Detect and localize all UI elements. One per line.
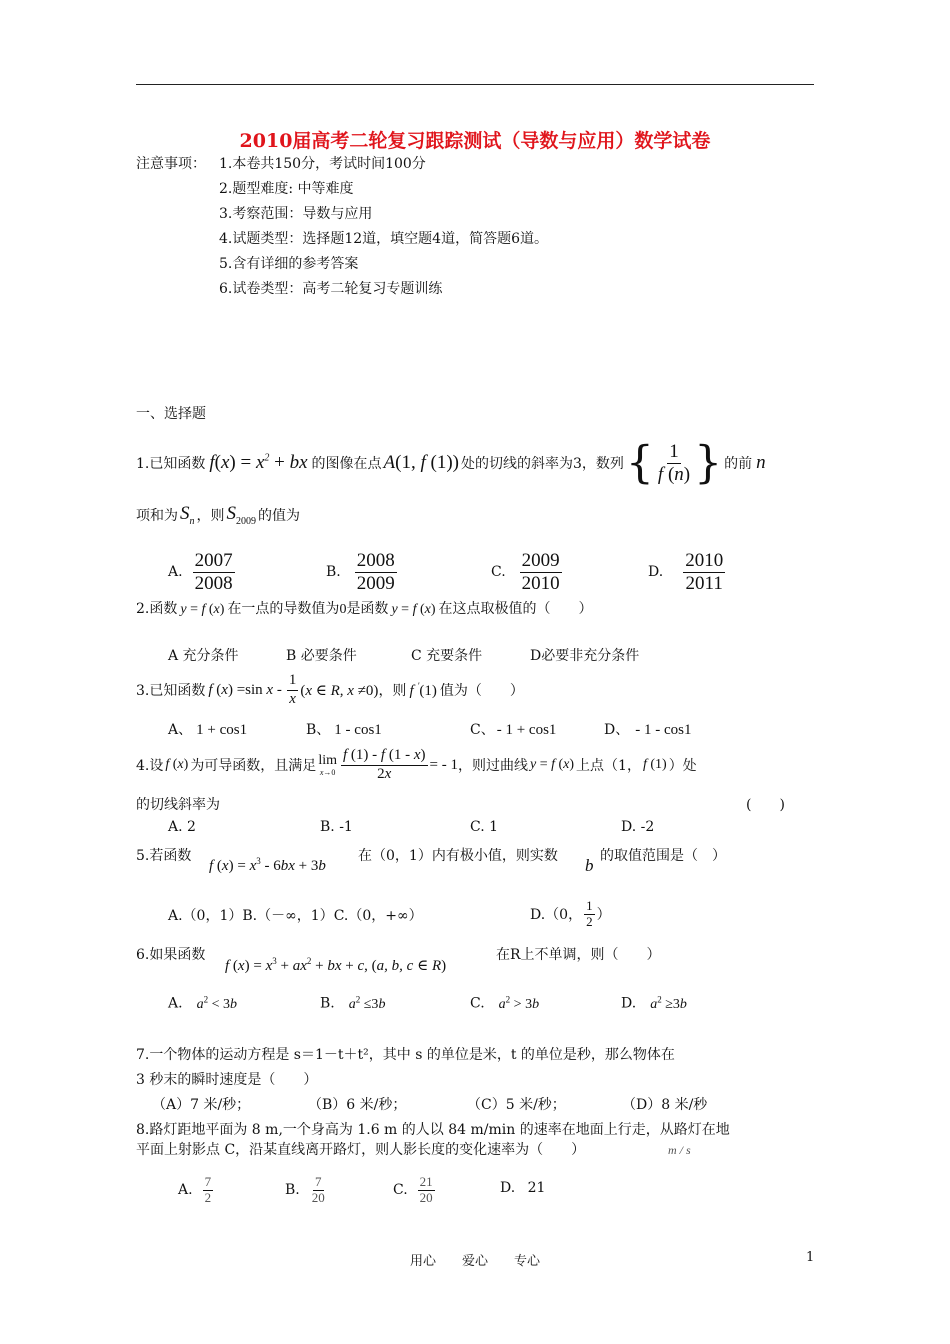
- q1-text: 的图像在点: [311, 456, 382, 472]
- option-text: 21: [527, 1180, 546, 1196]
- q1-text: 的值为: [258, 508, 300, 524]
- q8-line1: 8.路灯距地平面为 8 m,一个身高为 1.6 m 的人以 84 m/min 的速率在地面上行走，从路灯在地: [136, 1122, 730, 1138]
- option-label: B.: [285, 1182, 300, 1198]
- question-4: 4.设 f (x) 为可导函数，且满足 lim x→0 $\frac{f (1) - f (1 - x)}{2x}$ = - 1 ，则过曲线 y = f (x) 上点（1， f (1) ）处: [136, 747, 697, 782]
- option-label: B.: [320, 995, 335, 1012]
- q1-sequence: { $\frac{1}{f (n)}$ }: [625, 437, 723, 488]
- q5-options-abc[interactable]: [168, 905, 423, 925]
- question-1: 1.已知函数 $f(x) = x^2$ + bx 的图像在点 A(1, f (1)) 处的切线的斜率为3，数列 { $\frac{1}{f (n)}$ } 的前 n: [136, 437, 766, 488]
- q8-option-d[interactable]: [500, 1180, 545, 1196]
- q5-option-b[interactable]: B.（－∞，1）: [242, 908, 334, 924]
- note-item: 3.考察范围：导数与应用: [219, 206, 373, 222]
- note-item: 5.含有详细的参考答案: [219, 256, 359, 272]
- q1-text: ，则: [196, 508, 225, 524]
- option-label: D.: [648, 564, 664, 580]
- q1-function: $f(x) = x^2$ + bx: [209, 452, 308, 473]
- option-den: 2009: [356, 572, 395, 594]
- q3-option-d[interactable]: [604, 719, 691, 739]
- question-2: 2.函数 y = f (x) 在一点的导数值为0是函数 y = f (x) 在这点取极值的（ ）: [136, 601, 593, 617]
- q3-option-b[interactable]: [306, 719, 382, 739]
- option-num: 2010: [685, 549, 724, 571]
- q5-function: f $(x) = x^3 - 6bx + 3b$: [209, 856, 326, 874]
- notes-label: 注意事项：: [136, 156, 206, 172]
- q3-text: ，则: [378, 683, 407, 699]
- q5-text: 的取值范围是（ ）: [600, 848, 726, 864]
- q2-option-d[interactable]: D必要非充分条件: [530, 648, 640, 664]
- note-item: 4.试题类型：选择题12道，填空题4道，简答题6道。: [219, 231, 548, 247]
- q3-text: 值为（ ）: [439, 683, 524, 699]
- option-label: A.: [178, 1182, 193, 1198]
- option-label: A、: [168, 722, 193, 738]
- q1-option-c[interactable]: [491, 547, 564, 597]
- q5-text: 在（0，1）内有极小值，则实数: [358, 848, 558, 864]
- option-den: 2011: [685, 572, 723, 594]
- q6-option-a[interactable]: A. $a^2 < 3b$: [168, 994, 237, 1012]
- q3-option-a[interactable]: [168, 719, 247, 739]
- q5-var-b: b: [585, 856, 594, 875]
- q2-text: 2.函数: [136, 601, 178, 617]
- footer-text: 用心 爱心 专心: [409, 1254, 540, 1269]
- note-item: 6.试卷类型：高考二轮复习专题训练: [219, 281, 443, 297]
- q6-text: 在R上不单调，则（ ）: [496, 947, 661, 963]
- option-label: A.: [168, 564, 183, 580]
- q6-text: 6.如果函数: [136, 947, 206, 963]
- q2-text: 在一点的导数值为: [227, 601, 340, 617]
- q1-text: 处的切线的斜率为3，数列: [461, 456, 624, 472]
- option-label: A.: [168, 995, 183, 1012]
- q7-line2: 3 秒末的瞬时速度是（ ）: [136, 1072, 318, 1088]
- q8-unit: m / s: [668, 1143, 691, 1157]
- option-den: 2: [204, 1189, 212, 1205]
- option-num: 7: [204, 1173, 212, 1189]
- q2-option-b[interactable]: B 必要条件: [286, 648, 357, 664]
- option-label: C.: [491, 564, 506, 580]
- option-num: 7: [315, 1173, 322, 1189]
- question-3: 3.已知函数 f (x) =sin x - $\frac{1}{x}$ (x ∈ R, x ≠0) ，则 f ′(1) 值为（ ）: [136, 672, 524, 707]
- q4-text: ，则过曲线: [457, 758, 528, 774]
- page-number: 1: [806, 1250, 815, 1265]
- q5-option-d[interactable]: D.（0， $\frac{1}{2}$ ）: [530, 897, 611, 929]
- option-expr: 1 - cos1: [334, 722, 382, 738]
- option-label: D.: [500, 1180, 516, 1196]
- section-heading: 一、选择题: [136, 406, 206, 422]
- q7-option-c[interactable]: （C）5 米/秒；: [467, 1097, 566, 1113]
- question-1-line2: 项和为 $S_n$ ，则 $S_{2009}$ 的值为: [136, 503, 300, 527]
- q5-text: 5.若函数: [136, 848, 192, 864]
- q1-text: 项和为: [136, 508, 178, 524]
- q4-text: 4.设: [136, 758, 164, 774]
- q5-option-a[interactable]: A.（0，1）: [168, 908, 243, 924]
- q4-option-b[interactable]: B. -1: [320, 819, 353, 835]
- option-label: B.: [326, 564, 341, 580]
- option-close: ）: [596, 907, 611, 923]
- q2-text: 是函数: [346, 601, 389, 617]
- q3-text: 3.已知函数: [136, 683, 206, 699]
- q2-option-a[interactable]: A 充分条件: [168, 648, 239, 664]
- option-expr: - 1 - cos1: [635, 722, 692, 738]
- option-den: 20: [419, 1189, 433, 1205]
- option-den: 2008: [194, 572, 233, 594]
- q7-option-b[interactable]: （B）6 米/秒；: [308, 1097, 407, 1113]
- q3-option-c[interactable]: [470, 719, 556, 739]
- q4-option-c[interactable]: C. 1: [470, 819, 499, 835]
- q1-text: 的前: [724, 456, 753, 472]
- q2-text: 在这点取极值的（ ）: [438, 601, 593, 617]
- note-item: 1.本卷共150分，考试时间100分: [219, 156, 426, 172]
- q4-answer-paren: ( ): [746, 797, 785, 813]
- q1-option-d[interactable]: [648, 547, 727, 597]
- option-label: D、: [604, 722, 630, 738]
- header-rule: [136, 84, 814, 85]
- option-num: 2009: [521, 549, 560, 571]
- option-num: 21: [419, 1173, 433, 1189]
- q7-option-a[interactable]: （A）7 米/秒；: [152, 1097, 251, 1113]
- q6-option-c[interactable]: C. $a^2 > 3b$: [470, 994, 540, 1012]
- option-num: 2007: [194, 549, 233, 571]
- option-label: C.: [470, 995, 485, 1012]
- q8-option-c[interactable]: [393, 1168, 437, 1212]
- option-label: D.（0，: [530, 907, 583, 923]
- q6-option-b[interactable]: B. $a^2 \le 3b$: [320, 994, 386, 1012]
- option-label: C.: [393, 1182, 408, 1198]
- q1-text: 1.已知函数: [136, 456, 206, 472]
- option-expr: 1 + cos1: [196, 722, 248, 738]
- q6-option-d[interactable]: D. $a^2 \ge 3b$: [621, 994, 687, 1012]
- q2-option-c[interactable]: C 充要条件: [411, 648, 483, 664]
- q5-option-c[interactable]: C.（0，+∞）: [333, 908, 423, 924]
- q7-line1: 7.一个物体的运动方程是 s＝1－t＋t²，其中 s 的单位是米，t 的单位是秒，那么物体在: [136, 1047, 675, 1063]
- q4-text: ）处: [668, 758, 697, 774]
- option-label: C、: [470, 722, 495, 738]
- q7-option-d[interactable]: （D）8 米/秒: [622, 1097, 708, 1113]
- option-label: D.: [621, 995, 637, 1012]
- q8-option-b[interactable]: [285, 1168, 329, 1212]
- option-expr: - 1 + cos1: [496, 722, 557, 738]
- q1-point: A(1, f (1)): [383, 452, 459, 473]
- q8-option-a[interactable]: [178, 1168, 215, 1212]
- q1-option-b[interactable]: [326, 547, 399, 597]
- option-den: 20: [311, 1189, 325, 1205]
- q1-option-a[interactable]: [168, 547, 237, 597]
- q6-function: f $(x) = x^3 + ax^2$ + bx + c, (a, b, c ∈ R): [225, 956, 447, 974]
- option-label: B、: [306, 722, 331, 738]
- option-den: 2010: [521, 572, 560, 594]
- q4-text: 上点（1，: [576, 758, 641, 774]
- q4-line2: 的切线斜率为: [136, 797, 220, 813]
- q4-option-d[interactable]: D. -2: [621, 819, 655, 835]
- q8-line2: 平面上射影点 C，沿某直线离开路灯，则人影长度的变化速率为（ ）: [136, 1142, 586, 1158]
- q4-option-a[interactable]: A. 2: [168, 819, 196, 835]
- option-num: 2008: [356, 549, 395, 571]
- q4-text: 为可导函数，且满足: [190, 758, 317, 774]
- page-title: 2010届高考二轮复习跟踪测试（导数与应用）数学试卷: [239, 130, 711, 152]
- note-item: 2.题型难度: 中等难度: [219, 181, 354, 197]
